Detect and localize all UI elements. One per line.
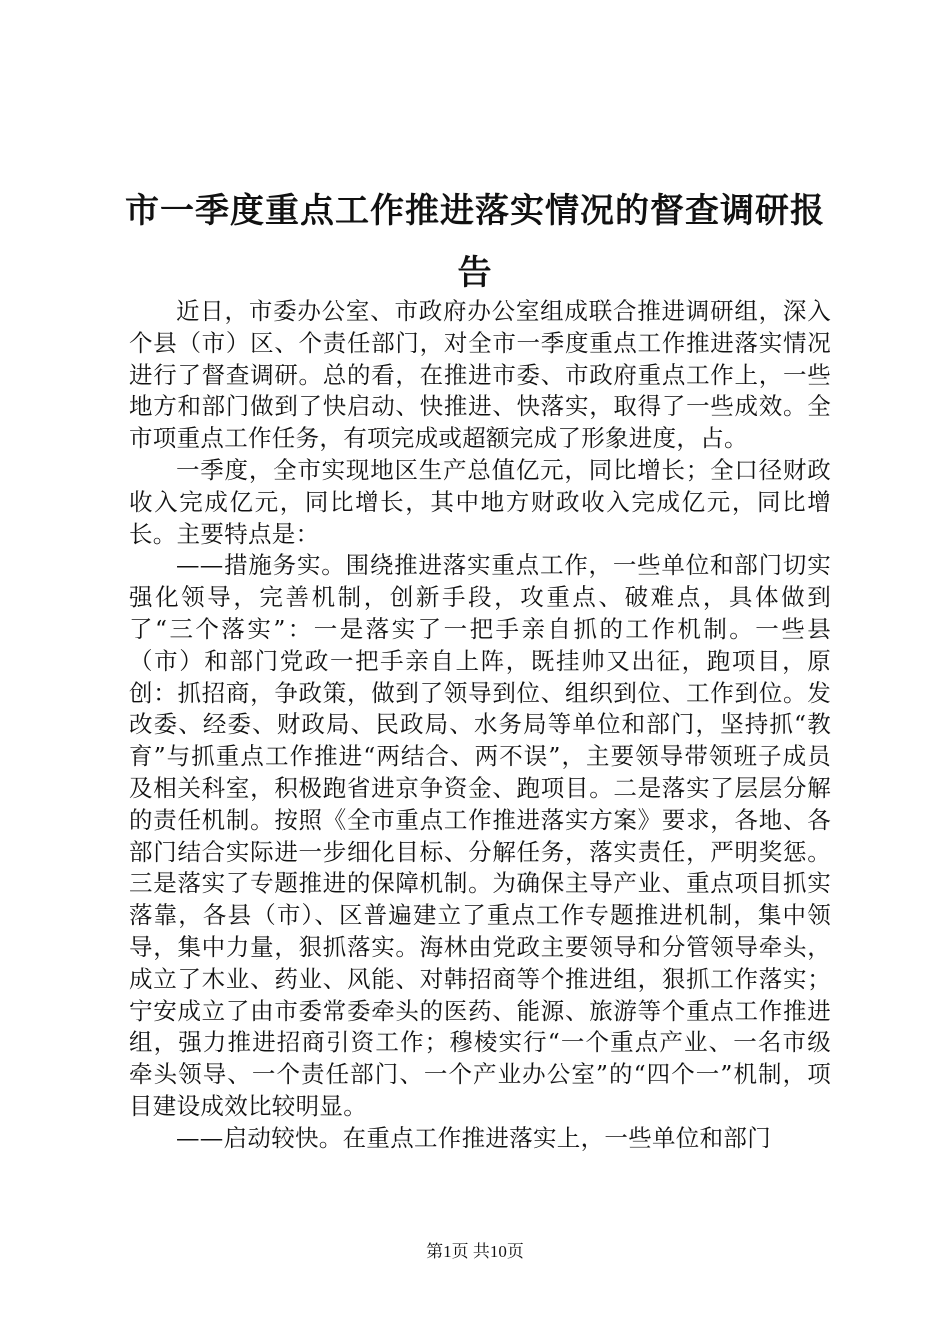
paragraph: ——启动较快。在重点工作推进落实上，一些单位和部门 (176, 1123, 771, 1152)
document-body (129, 296, 831, 1155)
paragraph: 近日，市委办公室、市政府办公室组成联合推进调研组，深入个县（市）区、个责任部门，对全市一季度重点工作推进落实情况进行了督查调研。总的看，在推进市委、市政府重点工作上，一些地方和部门做到了快启动、快推进、快落实，取得了一些成效。全市项重点工作任务，有项完成或超额完成了形象进度，占。 (129, 297, 831, 453)
page-number-footer: 第1页 共10页 (426, 1242, 524, 1261)
document-title: 市一季度重点工作推进落实情况的督查调研报告 (125, 191, 825, 293)
paragraph: ——措施务实。围绕推进落实重点工作，一些单位和部门切实强化领导，完善机制，创新手段，攻重点、破难点，具体做到了“三个落实”：一是落实了一把手亲自抓的工作机制。一些县（市）和部门党政一把手亲自上阵，既挂帅又出征，跑项目，原创：抓招商，争政策，做到了领导到位、组织到位、工作到位。发改委、经委、财政局、民政局、水务局等单位和部门，坚持抓“教育”与抓重点工作推进“两结合、两不误”，主要领导带领班子成员及相关科室，积极跑省进京争资金、跑项目。二是落实了层层分解的责任机制。按照《全市重点工作推进落实方案》要求，各地、各部门结合实际进一步细化目标、分解任务，落实责任，严明奖惩。三是落实了专题推进的保障机制。为确保主导产业、重点项目抓实落靠，各县（市）、区普遍建立了重点工作专题推进机制，集中领导，集中力量，狠抓落实。海林由党政主要领导和分管领导牵头，成立了木业、药业、风能、对韩招商等个推进组，狠抓工作落实；宁安成立了由市委常委牵头的医药、能源、旅游等个重点工作推进组，强力推进招商引资工作；穆棱实行“一个重点产业、一名市级牵头领导、一个责任部门、一个产业办公室”的“四个一”机制，项目建设成效比较明显。 (129, 551, 831, 1120)
paragraph: 一季度，全市实现地区生产总值亿元，同比增长；全口径财政收入完成亿元，同比增长，其中地方财政收入完成亿元，同比增长。主要特点是： (129, 455, 831, 548)
